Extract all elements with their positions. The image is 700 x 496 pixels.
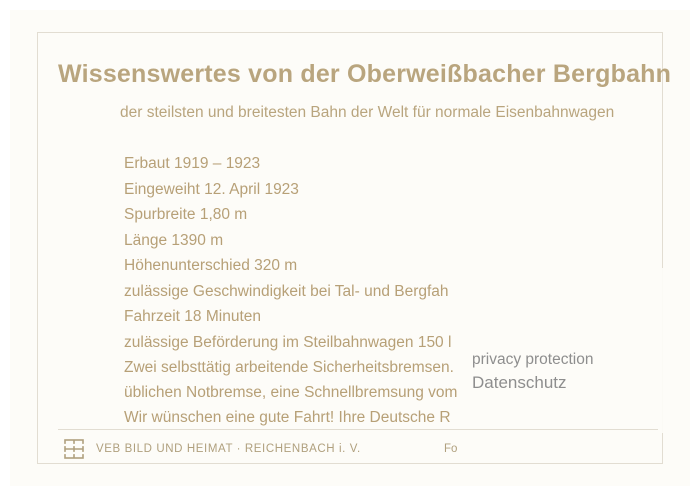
list-item: Wir wünschen eine gute Fahrt! Ihre Deutsche R: [124, 409, 451, 426]
list-item: Spurbreite 1,80 m: [124, 206, 248, 223]
list-item: Länge 1390 m: [124, 231, 224, 249]
page-subtitle: der steilsten und breitesten Bahn der Welt für normale Eisenbahnwagen: [120, 104, 615, 121]
watermark: [472, 348, 698, 394]
list-item: Erbaut 1919 – 1923: [124, 155, 261, 172]
list-item: Zwei selbsttätig arbeitende Sicherheitsbremsen.: [124, 359, 454, 376]
publisher-logo-icon: [62, 437, 86, 461]
postcard-back: [10, 10, 690, 486]
footer-code: Fo: [444, 443, 458, 455]
watermark-line-1: privacy protection: [472, 351, 594, 368]
footer-divider: [58, 429, 658, 430]
list-item: Höhenunterschied 320 m: [124, 257, 298, 274]
list-item: Eingeweiht 12. April 1923: [124, 180, 299, 198]
list-item: üblichen Notbremse, eine Schnellbremsung vom: [124, 384, 458, 401]
watermark-line-2: Datenschutz: [472, 373, 567, 392]
list-item: zulässige Beförderung im Steilbahnwagen 150 l: [124, 333, 452, 351]
publisher-text: VEB BILD UND HEIMAT · REICHENBACH i. V.: [96, 443, 361, 455]
page-title: Wissenswertes von der Oberweißbacher Bergbahn: [58, 60, 672, 88]
footer: [58, 435, 658, 465]
list-item: Fahrzeit 18 Minuten: [124, 308, 261, 325]
list-item: zulässige Geschwindigkeit bei Tal- und Bergfah: [124, 282, 449, 300]
